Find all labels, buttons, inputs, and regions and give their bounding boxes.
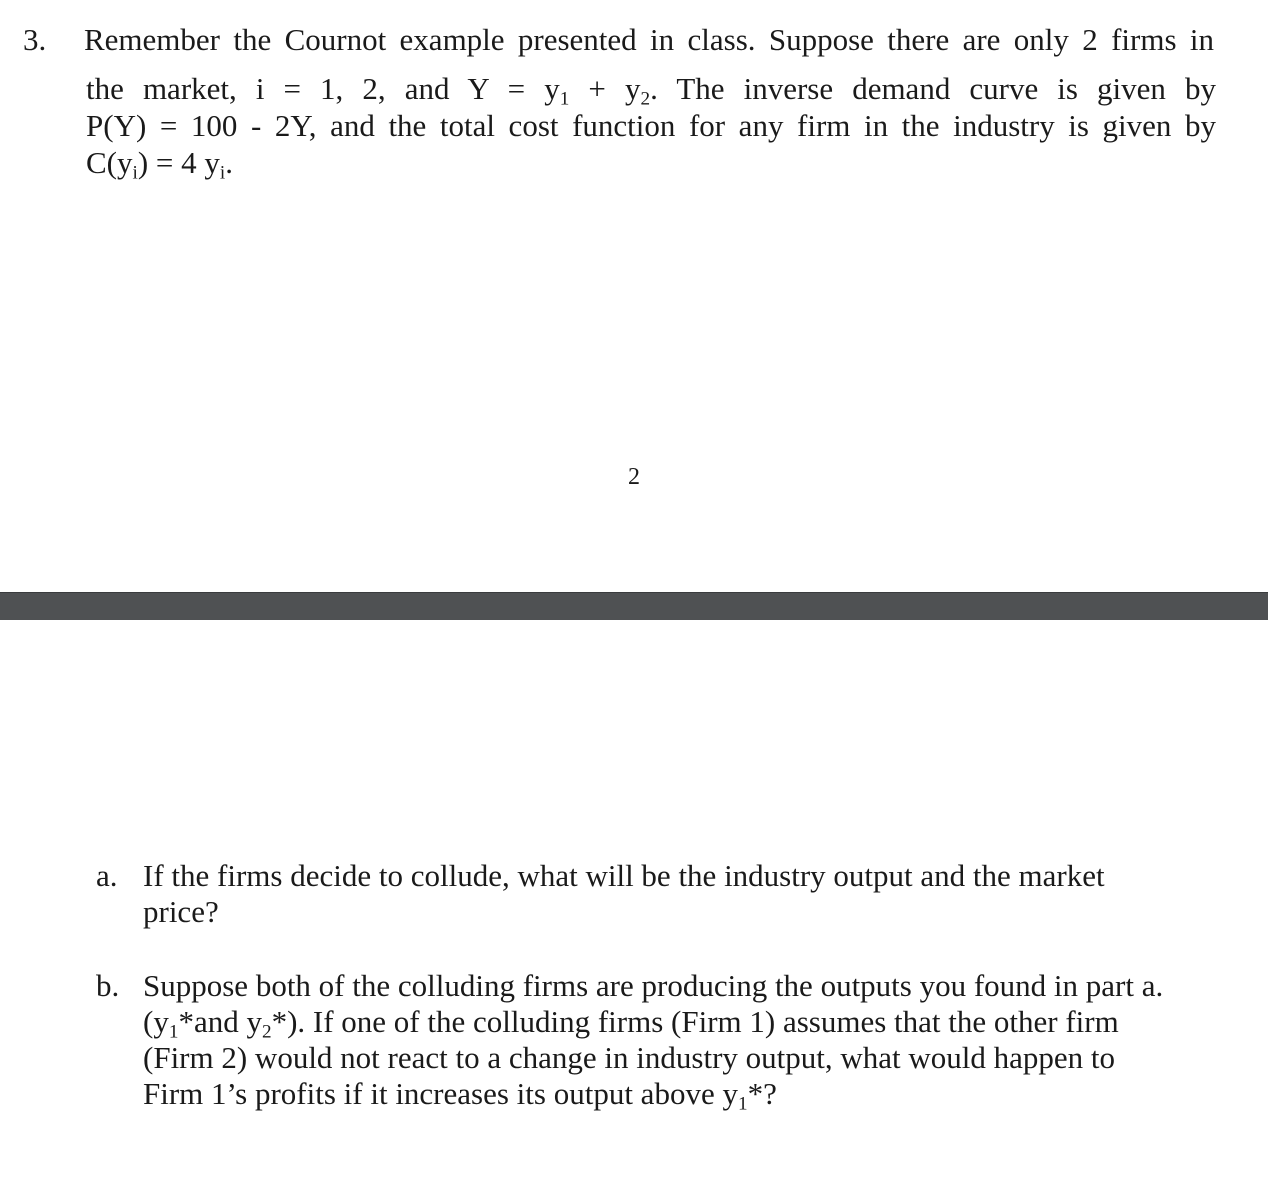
problem-intro-line-2: the market, i = 1, 2, and $Y = y_1 + y_2$. The inverse demand curve is given by	[86, 71, 1216, 110]
part-a-line-1: If the firms decide to collude, what will be the industry output and the market	[143, 858, 1105, 893]
problem-intro-line-3: P(Y) = 100 - 2Y, and the total cost function for any firm in the industry is given by	[86, 108, 1216, 143]
problem-intro-line-1: Remember the Cournot example presented in class. Suppose there are only 2 firms in	[84, 22, 1214, 57]
part-b-line-1: Suppose both of the colluding firms are producing the outputs you found in part a.	[143, 968, 1164, 1003]
part-b-text	[143, 968, 1223, 1115]
part-b-line-2: ($y_1*and$ $y_2*$). If one of the colluding firms (Firm 1) assumes that the other firm	[143, 1004, 1119, 1043]
problem-number: 3.	[23, 22, 47, 57]
problem-intro	[86, 70, 1216, 184]
part-b-line-4: Firm 1’s profits if it increases its output above $y_1*$?	[143, 1076, 777, 1115]
part-a-line-2: price?	[143, 894, 219, 929]
problem-intro-line-4: $C(y_i) = 4$ $y_i$.	[86, 145, 233, 184]
page-number: 2	[628, 464, 640, 490]
part-a-text	[143, 858, 1223, 930]
page-divider	[0, 592, 1268, 620]
part-b-line-3: (Firm 2) would not react to a change in industry output, what would happen to	[143, 1040, 1116, 1075]
part-b-label: b.	[96, 968, 120, 1003]
part-a-label: a.	[96, 858, 118, 893]
